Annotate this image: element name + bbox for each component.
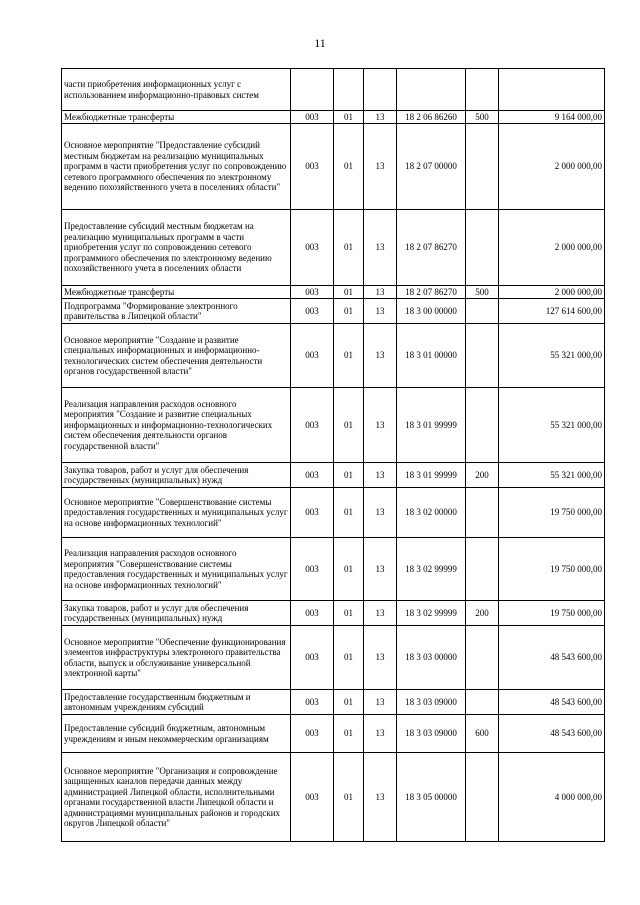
amount: 4 000 000,00 (499, 753, 605, 842)
subsection-code (364, 69, 397, 111)
target-article-code: 18 3 01 99999 (397, 388, 466, 463)
target-article-code: 18 3 02 99999 (397, 538, 466, 601)
subsection-code: 13 (364, 463, 397, 488)
amount: 19 750 000,00 (499, 488, 605, 538)
amount: 55 321 000,00 (499, 324, 605, 388)
ministry-code: 003 (291, 463, 334, 488)
section-code: 01 (334, 111, 364, 124)
table-row (62, 324, 605, 388)
section-code: 01 (334, 690, 364, 715)
target-article-code: 18 3 03 00000 (397, 626, 466, 690)
section-code: 01 (334, 124, 364, 210)
table-row (62, 715, 605, 753)
ministry-code: 003 (291, 124, 334, 210)
table-row (62, 463, 605, 488)
ministry-code: 003 (291, 753, 334, 842)
budget-table-body (62, 69, 605, 842)
subsection-code: 13 (364, 111, 397, 124)
subsection-code: 13 (364, 538, 397, 601)
expense-type-code (466, 210, 499, 286)
page-number: 11 (314, 36, 326, 50)
row-name: Предоставление субсидий местным бюджетам на реализацию муниципальных программ в части приобретения услуг по сопровождению сетевого программного обеспечения по электронному ведению похозяйственного учета в поселениях области (62, 210, 291, 286)
target-article-code: 18 3 02 00000 (397, 488, 466, 538)
section-code: 01 (334, 753, 364, 842)
amount: 2 000 000,00 (499, 210, 605, 286)
section-code: 01 (334, 538, 364, 601)
table-row (62, 488, 605, 538)
table-row (62, 601, 605, 626)
row-name: Подпрограмма "Формирование электронного правительства в Липецкой области" (62, 299, 291, 324)
ministry-code: 003 (291, 111, 334, 124)
subsection-code: 13 (364, 690, 397, 715)
table-row (62, 626, 605, 690)
target-article-code (397, 69, 466, 111)
amount: 127 614 600,00 (499, 299, 605, 324)
ministry-code: 003 (291, 488, 334, 538)
ministry-code (291, 69, 334, 111)
amount: 19 750 000,00 (499, 601, 605, 626)
ministry-code: 003 (291, 626, 334, 690)
target-article-code: 18 2 07 00000 (397, 124, 466, 210)
expense-type-code (466, 69, 499, 111)
amount: 9 164 000,00 (499, 111, 605, 124)
ministry-code: 003 (291, 538, 334, 601)
subsection-code: 13 (364, 601, 397, 626)
row-name: части приобретения информационных услуг с использованием информационно-правовых систем (62, 69, 291, 111)
subsection-code: 13 (364, 388, 397, 463)
section-code (334, 69, 364, 111)
row-name: Межбюджетные трансферты (62, 286, 291, 299)
section-code: 01 (334, 626, 364, 690)
subsection-code: 13 (364, 124, 397, 210)
row-name: Закупка товаров, работ и услуг для обеспечения государственных (муниципальных) нужд (62, 601, 291, 626)
expense-type-code (466, 626, 499, 690)
expense-type-code (466, 299, 499, 324)
section-code: 01 (334, 299, 364, 324)
row-name: Предоставление государственным бюджетным и автономным учреждениям субсидий (62, 690, 291, 715)
ministry-code: 003 (291, 601, 334, 626)
section-code: 01 (334, 463, 364, 488)
amount: 55 321 000,00 (499, 388, 605, 463)
target-article-code: 18 2 07 86270 (397, 210, 466, 286)
target-article-code: 18 2 07 86270 (397, 286, 466, 299)
subsection-code: 13 (364, 715, 397, 753)
expense-type-code: 200 (466, 601, 499, 626)
target-article-code: 18 3 02 99999 (397, 601, 466, 626)
amount: 48 543 600,00 (499, 626, 605, 690)
expense-type-code (466, 753, 499, 842)
section-code: 01 (334, 715, 364, 753)
amount: 2 000 000,00 (499, 286, 605, 299)
expense-type-code: 500 (466, 111, 499, 124)
subsection-code: 13 (364, 753, 397, 842)
section-code: 01 (334, 286, 364, 299)
row-name: Основное мероприятие "Организация и сопровождение защищенных каналов передачи данных между администрацией Липецкой области, исполнительными органами государственной власти Липецкой области и администрациями муниципальных районов и городских округов Липецкой области" (62, 753, 291, 842)
row-name: Предоставление субсидий бюджетным, автономным учреждениям и иным некоммерческим организациям (62, 715, 291, 753)
target-article-code: 18 3 01 99999 (397, 463, 466, 488)
row-name: Основное мероприятие "Совершенствование системы предоставления государственных и муниципальных услуг на основе информационных технологий" (62, 488, 291, 538)
target-article-code: 18 2 06 86260 (397, 111, 466, 124)
row-name: Закупка товаров, работ и услуг для обеспечения государственных (муниципальных) нужд (62, 463, 291, 488)
expense-type-code: 200 (466, 463, 499, 488)
table-row (62, 388, 605, 463)
expense-type-code: 600 (466, 715, 499, 753)
table-row (62, 124, 605, 210)
expense-type-code (466, 124, 499, 210)
ministry-code: 003 (291, 715, 334, 753)
row-name: Основное мероприятие "Создание и развитие специальных информационных и информационно-технологических систем обеспечения деятельности органов государственной власти" (62, 324, 291, 388)
subsection-code: 13 (364, 286, 397, 299)
subsection-code: 13 (364, 488, 397, 538)
amount: 48 543 600,00 (499, 690, 605, 715)
expense-type-code (466, 488, 499, 538)
expense-type-code (466, 324, 499, 388)
expense-type-code: 500 (466, 286, 499, 299)
expense-type-code (466, 690, 499, 715)
amount (499, 69, 605, 111)
ministry-code: 003 (291, 286, 334, 299)
table-row (62, 286, 605, 299)
row-name: Основное мероприятие "Предоставление субсидий местным бюджетам на реализацию муниципальных программ в части приобретения услуг по сопровождению сетевого программного обеспечения по электронному ведению похозяйственного учета в поселениях области" (62, 124, 291, 210)
table-row (62, 210, 605, 286)
target-article-code: 18 3 03 09000 (397, 715, 466, 753)
table-row (62, 299, 605, 324)
target-article-code: 18 3 01 00000 (397, 324, 466, 388)
amount: 55 321 000,00 (499, 463, 605, 488)
section-code: 01 (334, 388, 364, 463)
table-row (62, 69, 605, 111)
ministry-code: 003 (291, 324, 334, 388)
ministry-code: 003 (291, 299, 334, 324)
target-article-code: 18 3 03 09000 (397, 690, 466, 715)
subsection-code: 13 (364, 626, 397, 690)
section-code: 01 (334, 601, 364, 626)
ministry-code: 003 (291, 690, 334, 715)
row-name: Основное мероприятие "Обеспечение функционирования элементов инфраструктуры электронного правительства области, выпуск и обслуживание универсальной электронной карты" (62, 626, 291, 690)
target-article-code: 18 3 05 00000 (397, 753, 466, 842)
section-code: 01 (334, 324, 364, 388)
row-name: Реализация направления расходов основного мероприятия "Создание и развитие специальных информационных и информационно-технологических систем обеспечения деятельности органов государственной власти" (62, 388, 291, 463)
section-code: 01 (334, 488, 364, 538)
expense-type-code (466, 538, 499, 601)
row-name: Реализация направления расходов основного мероприятия "Совершенствование системы предоставления государственных и муниципальных услуг на основе информационных технологий" (62, 538, 291, 601)
expense-type-code (466, 388, 499, 463)
budget-table (61, 68, 605, 842)
table-row (62, 111, 605, 124)
ministry-code: 003 (291, 388, 334, 463)
subsection-code: 13 (364, 210, 397, 286)
table-row (62, 690, 605, 715)
subsection-code: 13 (364, 299, 397, 324)
row-name: Межбюджетные трансферты (62, 111, 291, 124)
amount: 48 543 600,00 (499, 715, 605, 753)
table-row (62, 753, 605, 842)
amount: 19 750 000,00 (499, 538, 605, 601)
target-article-code: 18 3 00 00000 (397, 299, 466, 324)
ministry-code: 003 (291, 210, 334, 286)
section-code: 01 (334, 210, 364, 286)
amount: 2 000 000,00 (499, 124, 605, 210)
table-row (62, 538, 605, 601)
subsection-code: 13 (364, 324, 397, 388)
